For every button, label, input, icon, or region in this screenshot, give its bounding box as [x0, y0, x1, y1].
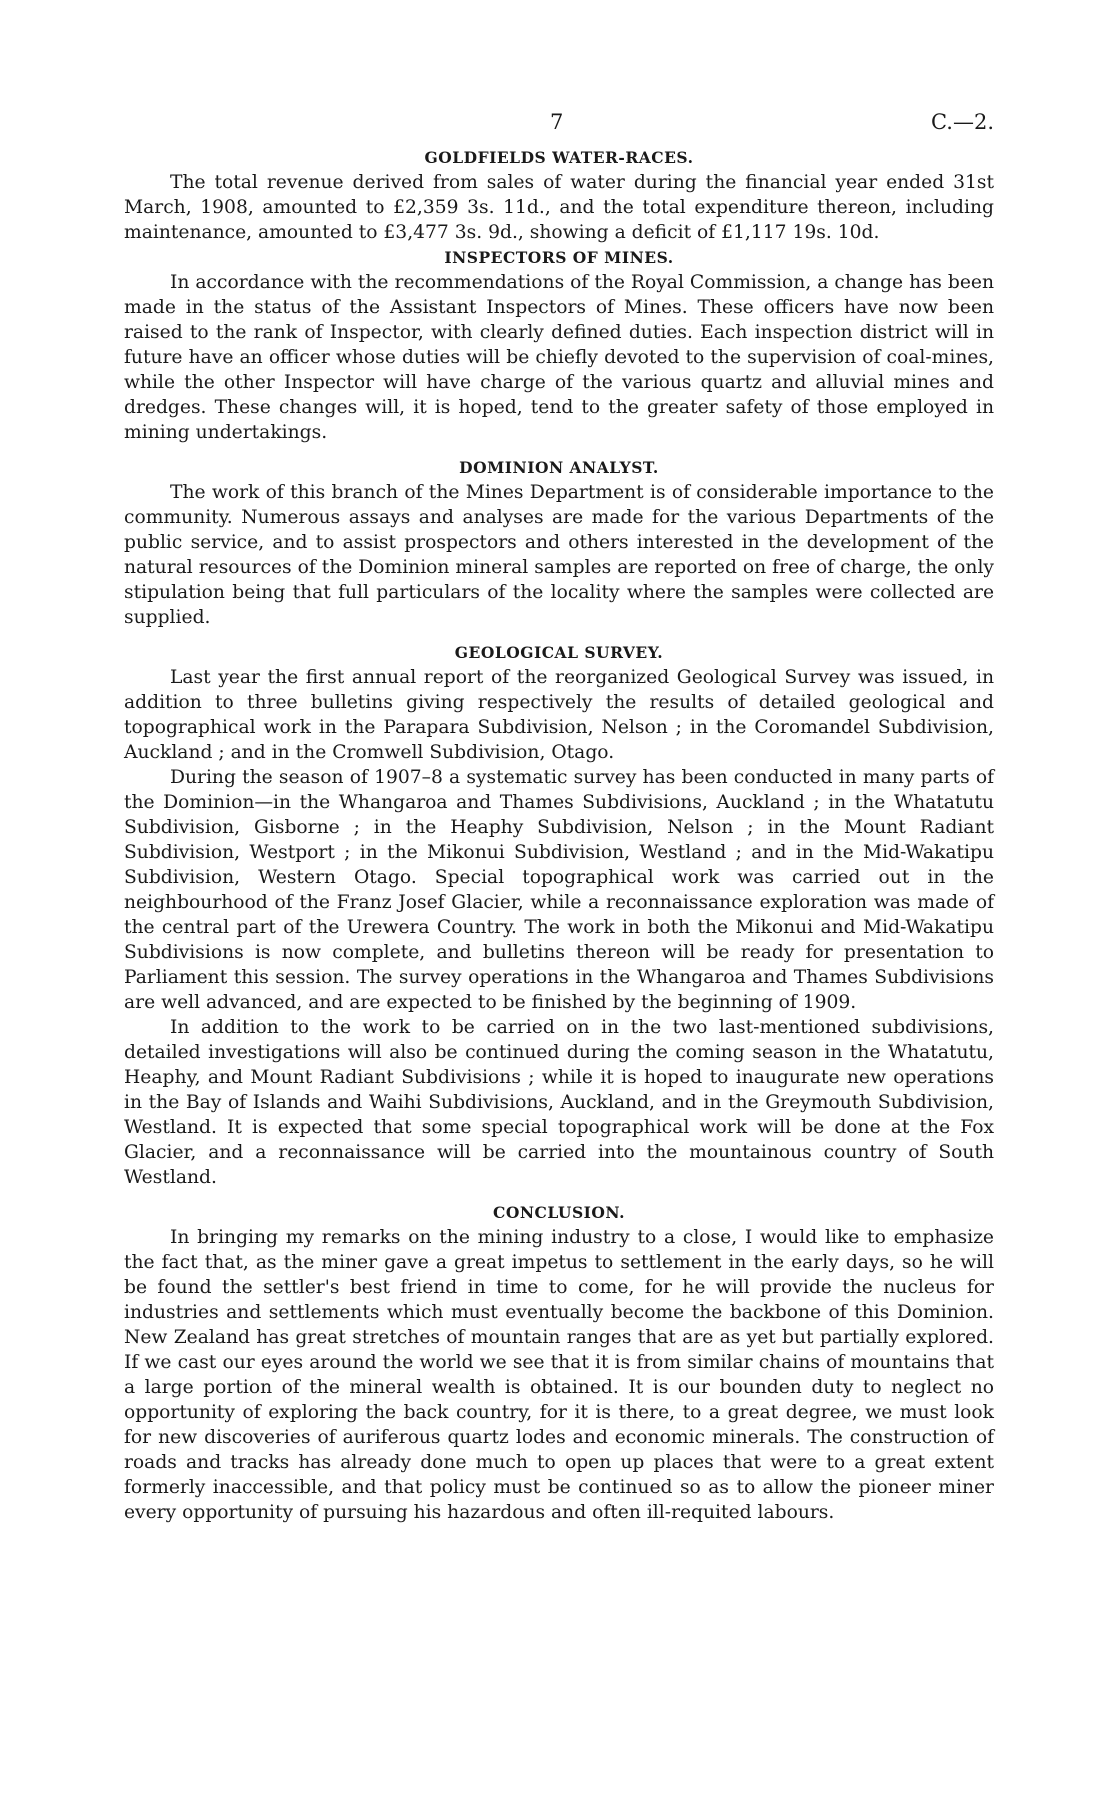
paragraph: During the season of 1907–8 a systematic survey has been conducted in many parts of the Dominion—in the Whangaroa and Thames Subdivisions, Auckland ; in the Whatatutu Subdivision, Gisborne ; in the Heaphy Subdivision, Nelson ; in the Mount Radiant Subdivision, Westport ; in the Mikonui Subdivision, Westland ; and in the Mid-Wakatipu Subdivision, Western Otago. Special topographical work was carried out in the neighbourhood of the Franz Josef Glacier, while a reconnaissance exploration was made of the central part of the Urewera Country. The work in both the Mikonui and Mid-Wakatipu Subdivisions is now complete, and bulletins thereon will be ready for presentation to Parliament this session. The survey operations in the Whangaroa and Thames Subdivisions are well advanced, and are expected to be finished by the beginning of 1909. — [124, 767, 994, 1013]
page-header — [124, 110, 994, 138]
document-reference: C.—2. — [930, 110, 994, 134]
section-dominion-analyst — [124, 455, 994, 630]
section-heading: DOMINION ANALYST. — [459, 458, 659, 477]
paragraph: The work of this branch of the Mines Department is of considerable importance to the community. Numerous assays and analyses are made for the various Departments of the public service, and to assist prospectors and others interested in the development of the natural resources of the Dominion mineral samples are reported on free of charge, the only stipulation being that full particulars of the locality where the samples were collected are supplied. — [124, 482, 994, 628]
section-geological-survey — [124, 640, 994, 1190]
paragraph: In addition to the work to be carried on in the two last-mentioned subdivisions, detailed investigations will also be continued during the coming season in the Whatatutu, Heaphy, and Mount Radiant Subdivisions ; while it is hoped to inaugurate new operations in the Bay of Islands and Waihi Subdivisions, Auckland, and in the Greymouth Subdivision, Westland. It is expected that some special topographical work will be done at the Fox Glacier, and a reconnaissance will be carried into the mountainous country of South Westland. — [124, 1017, 994, 1188]
section-heading: INSPECTORS OF MINES. — [444, 248, 674, 267]
page-number: 7 — [550, 110, 564, 134]
section-heading: CONCLUSION. — [493, 1203, 625, 1222]
section-conclusion — [124, 1200, 994, 1525]
paragraph: The total revenue derived from sales of water during the financial year ended 31st March, 1908, amounted to £2,359 3s. 11d., and the total expenditure thereon, including maintenance, amounted to £3,477 3s. 9d., showing a deficit of £1,117 19s. 10d. — [124, 172, 994, 243]
document-body — [124, 145, 994, 1525]
section-goldfields-water-races — [124, 145, 994, 245]
section-inspectors-of-mines — [124, 245, 994, 445]
paragraph: In bringing my remarks on the mining industry to a close, I would like to emphasize the fact that, as the miner gave a great impetus to settlement in the early days, so he will be found the settler's best friend in time to come, for he will provide the nucleus for industries and settlements which must eventually become the backbone of this Dominion. New Zealand has great stretches of mountain ranges that are as yet but partially explored. If we cast our eyes around the world we see that it is from similar chains of mountains that a large portion of the mineral wealth is obtained. It is our bounden duty to neglect no opportunity of exploring the back country, for it is there, to a great degree, we must look for new discoveries of auriferous quartz lodes and economic minerals. The construction of roads and tracks has already done much to open up places that were to a great extent formerly inaccessible, and that policy must be continued so as to allow the pioneer miner every opportunity of pursuing his hazardous and often ill-requited labours. — [124, 1227, 994, 1523]
paragraph: In accordance with the recommendations of the Royal Commission, a change has been made in the status of the Assistant Inspectors of Mines. These officers have now been raised to the rank of Inspector, with clearly defined duties. Each inspection district will in future have an officer whose duties will be chiefly devoted to the supervision of coal-mines, while the other Inspector will have charge of the various quartz and alluvial mines and dredges. These changes will, it is hoped, tend to the greater safety of those employed in mining undertakings. — [124, 272, 994, 443]
section-heading: GOLDFIELDS WATER-RACES. — [424, 148, 694, 167]
paragraph: Last year the first annual report of the reorganized Geological Survey was issued, in addition to three bulletins giving respectively the results of detailed geological and topographical work in the Parapara Subdivision, Nelson ; in the Coromandel Subdivision, Auckland ; and in the Cromwell Subdivision, Otago. — [124, 667, 994, 763]
section-heading: GEOLOGICAL SURVEY. — [454, 643, 664, 662]
